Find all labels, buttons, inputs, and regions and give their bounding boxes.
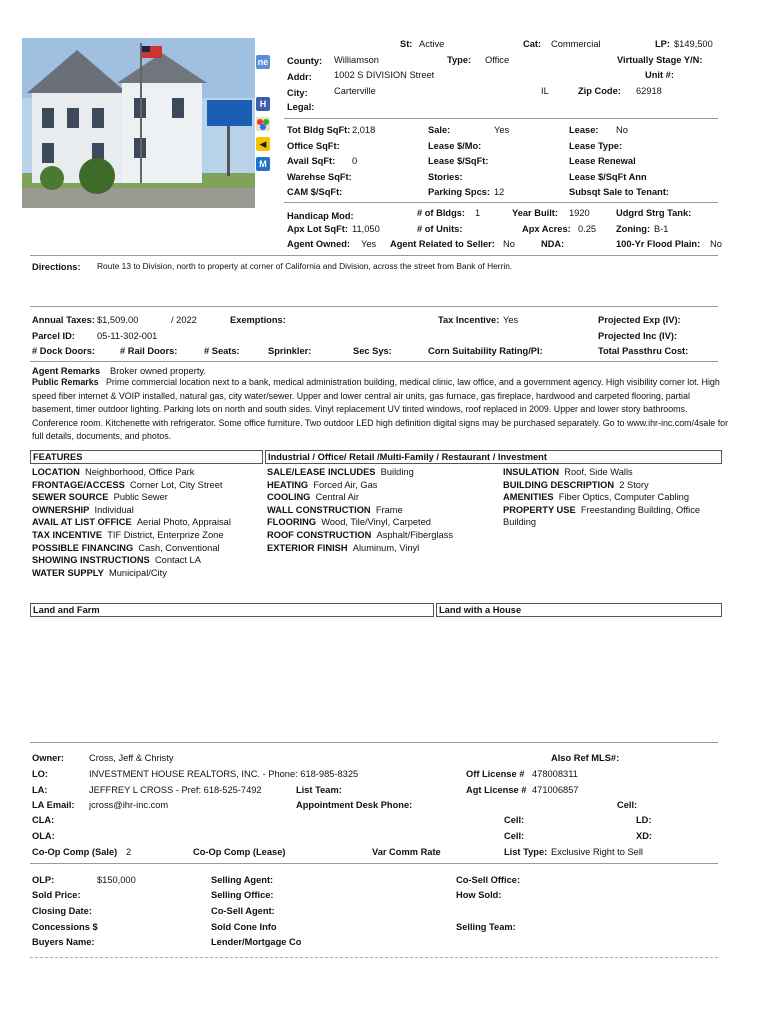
features-col-3 [503,466,700,529]
units-label: # of Units: [417,224,463,234]
tax-incentive-value: Yes [503,315,519,325]
feature-item: INSULATION Roof, Side Walls [503,467,633,477]
public-remarks-label: Public Remarks [32,377,99,387]
county-label: County: [287,56,323,66]
directions-text: Route 13 to Division, north to property at corner of California and Division, across the street from Bank of Herrin. [97,261,513,271]
zoning-label: Zoning: [616,224,651,234]
feature-item: POSSIBLE FINANCING Cash, Conventional [32,542,220,553]
zoning-value: B-1 [654,224,669,234]
lease-label: Lease: [569,125,599,135]
parking-value: 12 [494,187,505,197]
feature-item: BUILDING DESCRIPTION 2 Story [503,479,649,490]
secsys-label: Sec Sys: [353,346,392,356]
sold-price-label: Sold Price: [32,890,81,900]
agent-remarks-text: Broker owned property. [110,366,206,376]
related-value: No [503,239,515,249]
seats-label: # Seats: [204,346,240,356]
cat-value: Commercial [551,39,601,49]
buyers-name-label: Buyers Name: [32,937,95,947]
public-remarks [32,376,732,444]
tax-incentive-label: Tax Incentive: [438,315,500,325]
state-value: IL [541,86,549,96]
proj-inc-label: Projected Inc (IV): [598,331,678,341]
avail-sqft-label: Avail SqFt: [287,156,336,166]
off-license-label: Off License # [466,769,525,779]
cat-label: Cat: [523,39,542,49]
owner-value: Cross, Jeff & Christy [89,753,174,763]
selling-office-label: Selling Office: [211,890,274,900]
tot-bldg-label: Tot Bldg SqFt: [287,125,351,135]
la-value: JEFFREY L CROSS - Pref: 618-525-7492 [89,785,262,795]
passthru-label: Total Passthru Cost: [598,346,689,356]
cla-label: CLA: [32,815,55,825]
feature-item: WALL CONSTRUCTION Frame [267,504,403,515]
sale-label: Sale: [428,125,451,135]
status-value: Active [419,39,445,49]
cosell-office-label: Co-Sell Office: [456,875,521,885]
var-comm-label: Var Comm Rate [372,847,441,857]
xd-label: XD: [636,831,653,841]
cam-label: CAM $/SqFt: [287,187,343,197]
bldgs-label: # of Bldgs: [417,208,466,218]
sprinkler-label: Sprinkler: [268,346,312,356]
addr-value: 1002 S DIVISION Street [334,70,435,80]
apx-lot-label: Apx Lot SqFt: [287,224,348,234]
sold-cone-info-label: Sold Cone Info [211,922,277,932]
cell-label: Cell: [617,800,638,810]
coop-sale-label: Co-Op Comp (Sale) [32,847,118,857]
city-label: City: [287,88,308,98]
lease-renewal-label: Lease Renewal [569,156,636,166]
year-label: Year Built: [512,208,558,218]
owner-label: Owner: [32,753,65,763]
exemptions-label: Exemptions: [230,315,286,325]
agt-license-value: 471006857 [532,785,579,795]
lease-value: No [616,125,628,135]
warehse-label: Warehse SqFt: [287,172,352,182]
handicap-label: Handicap Mod: [287,211,354,221]
features-col-1 [32,466,231,579]
corn-label: Corn Suitability Rating/PI: [428,346,543,356]
feature-item: PROPERTY USE Freestanding Building, Office [503,504,701,515]
lease-type-label: Lease Type: [569,141,623,151]
divider [30,306,718,307]
annual-tax-value: $1,509.00 [97,315,139,325]
rail-label: # Rail Doors: [120,346,178,356]
county-value: Williamson [334,55,379,65]
ld-label: LD: [636,815,652,825]
feature-item: ROOF CONSTRUCTION Asphalt/Fiberglass [267,529,453,540]
parcel-value: 05-11-302-001 [97,331,158,341]
tot-bldg-value: 2,018 [352,125,376,135]
la-label: LA: [32,785,48,795]
lease-mo-label: Lease $/Mo: [428,141,482,151]
dock-label: # Dock Doors: [32,346,96,356]
divider [30,863,718,864]
how-sold-label: How Sold: [456,890,502,900]
related-label: Agent Related to Seller: [390,239,495,249]
divider [30,361,718,362]
feature-item: Building [503,517,537,528]
tax-year: / 2022 [171,315,197,325]
selling-team-label: Selling Team: [456,922,516,932]
parcel-label: Parcel ID: [32,331,75,341]
la-email-label: LA Email: [32,800,75,810]
agent-remarks-label: Agent Remarks [32,366,101,376]
coop-sale-value: 2 [126,847,132,857]
list-type-value: Exclusive Right to Sell [551,847,643,857]
avail-sqft-value: 0 [352,156,358,166]
ne-icon[interactable]: ne [257,57,269,67]
proj-exp-label: Projected Exp (IV): [598,315,681,325]
lp-value: $149,500 [674,39,713,49]
appt-phone-label: Appointment Desk Phone: [296,800,413,810]
lease-ann-label: Lease $/SqFt Ann [569,172,647,182]
zip-label: Zip Code: [578,86,621,96]
agent-owned-label: Agent Owned: [287,239,351,249]
land-with-house-header: Land with a House [436,603,722,617]
features-col-2 [267,466,453,554]
feature-item: HEATING Forced Air, Gas [267,479,378,490]
addr-label: Addr: [287,72,312,82]
feature-item: LOCATION Neighborhood, Office Park [32,467,195,477]
lp-label: LP: [655,39,670,49]
nda-label: NDA: [541,239,565,249]
list-team-label: List Team: [296,785,342,795]
feature-item: TAX INCENTIVE TIF District, Enterprize Zone [32,529,224,540]
concessions-label: Concessions $ [32,922,98,932]
cell-label: Cell: [504,831,525,841]
udgrd-label: Udgrd Strg Tank: [616,208,692,218]
parking-label: Parking Spcs: [428,187,491,197]
feature-item: AVAIL AT LIST OFFICE Aerial Photo, Appraisal [32,517,231,528]
divider [284,202,718,203]
megaphone-icon[interactable]: ◀ [256,137,270,151]
flood-value: No [710,239,722,249]
office-sqft-label: Office SqFt: [287,141,340,151]
lender-label: Lender/Mortgage Co [211,937,302,947]
divider [284,118,718,119]
feature-item: FLOORING Wood, Tile/Vinyl, Carpeted [267,517,431,528]
agent-owned-value: Yes [361,239,377,249]
divider [30,742,718,743]
la-email-link[interactable]: jcross@ihr-inc.com [89,800,169,810]
bldgs-value: 1 [475,208,481,218]
divider [30,957,718,958]
type-label: Type: [447,55,472,65]
feature-item: OWNERSHIP Individual [32,504,134,515]
features-header-industrial: Industrial / Office/ Retail /Multi-Family / Restaurant / Investment [265,450,722,464]
feature-item: SEWER SOURCE Public Sewer [32,492,168,503]
city-value: Carterville [334,86,376,96]
lo-label: LO: [32,769,49,779]
coop-lease-label: Co-Op Comp (Lease) [193,847,286,857]
status-label: St: [400,39,413,49]
flood-label: 100-Yr Flood Plain: [616,239,701,249]
feature-item: SHOWING INSTRUCTIONS Contact LA [32,555,201,566]
feature-item: FRONTAGE/ACCESS Corner Lot, City Street [32,479,223,490]
cosell-agent-label: Co-Sell Agent: [211,906,275,916]
acres-value: 0.25 [578,224,597,234]
feature-item: WATER SUPPLY Municipal/City [32,567,167,578]
subsqt-label: Subsqt Sale to Tenant: [569,187,670,197]
annual-tax-label: Annual Taxes: [32,315,95,325]
lo-value: INVESTMENT HOUSE REALTORS, INC. - Phone: 618-985-8325 [89,769,359,779]
house-photo-illustration [22,38,255,208]
public-remarks-text: Prime commercial location next to a bank, medical administration building, medical clinic, law office, and a government agency. High visibility corner lot. High speed fiber internet & VOIP installed, natural gas, city water/sewer. Upper and lower central air units, gas furnace, gas fireplace, hardwood and carpeted flooring, partial basement, timer outdoor lighting. Parking lots on north and south sides. Vinyl replacement UV tinted windows, roof replaced in 2009. Upper and lower story bathrooms. Conference room. Kitchenette with refrigerator. Some office furniture. Two outdoor LED high definition digital signs may be purchased separately. Go to www.ihr-inc.com/4sale for full details, documents, and photos. [32,377,729,441]
land-and-farm-header: Land and Farm [30,603,434,617]
stories-label: Stories: [428,172,463,182]
legal-label: Legal: [287,102,315,112]
sale-value: Yes [494,125,510,135]
feature-item: SALE/LEASE INCLUDES Building [267,467,414,477]
m-icon[interactable]: M [256,157,270,171]
lease-sqft-label: Lease $/SqFt: [428,156,489,166]
also-ref-label: Also Ref MLS#: [551,753,620,763]
olp-value: $150,000 [97,875,136,885]
year-value: 1920 [569,208,590,218]
feature-item: COOLING Central Air [267,492,359,503]
divider [30,255,718,256]
h-icon[interactable]: H [256,97,270,111]
selling-agent-label: Selling Agent: [211,875,274,885]
closing-date-label: Closing Date: [32,906,92,916]
acres-label: Apx Acres: [522,224,571,234]
cell-label: Cell: [504,815,525,825]
features-header: FEATURES [30,450,263,464]
agt-license-label: Agt License # [466,785,527,795]
type-value: Office [485,55,510,65]
list-type-label: List Type: [504,847,548,857]
feature-item: AMENITIES Fiber Optics, Computer Cabling [503,492,690,503]
off-license-value: 478008311 [532,769,578,779]
unit-label: Unit #: [645,70,674,80]
rainbow-icon[interactable] [256,117,270,131]
virtual-stage-label: Virtually Stage Y/N: [617,55,703,65]
ola-label: OLA: [32,831,55,841]
directions-label: Directions: [32,262,81,272]
apx-lot-value: 11,050 [352,224,380,234]
property-photo [22,38,255,208]
zip-value: 62918 [636,86,662,96]
feature-item: EXTERIOR FINISH Aluminum, Vinyl [267,542,420,553]
olp-label: OLP: [32,875,55,885]
